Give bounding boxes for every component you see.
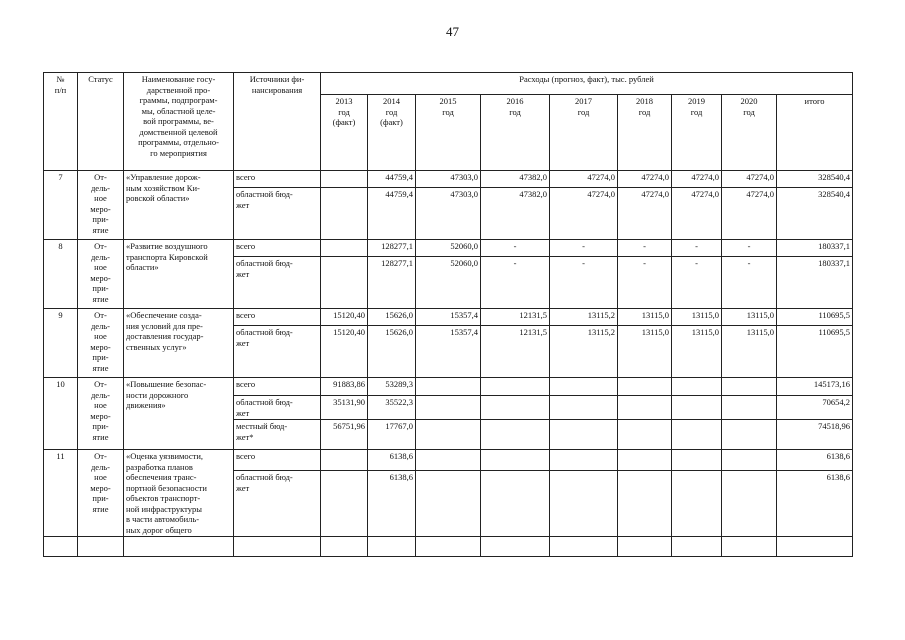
row-value: 47382,0 [481,188,550,240]
header-year: 2017 год [550,95,618,171]
row-value: 128277,1 [368,257,416,309]
row-value [416,378,481,396]
header-year: 2018 год [618,95,672,171]
row-value: 47274,0 [550,188,618,240]
row-value: 47303,0 [416,188,481,240]
row-total: 6138,6 [777,471,853,537]
row-value: 47274,0 [672,171,722,188]
row-total: 74518,96 [777,420,853,450]
row-value: - [481,257,550,309]
row-value [321,171,368,188]
row-value [481,450,550,471]
empty-cell [124,537,234,557]
table-row [44,240,853,257]
header-year: 2020 год [722,95,777,171]
row-total: 70654,2 [777,396,853,420]
row-value: - [672,257,722,309]
empty-cell [78,537,124,557]
row-value: 6138,6 [368,471,416,537]
empty-cell [44,537,78,557]
row-total: 180337,1 [777,240,853,257]
row-total: 6138,6 [777,450,853,471]
header-name: Наименование госу- дарственной про- граммы, подпрограм- мы, областной целе- вой программы, ве- домственной целевой программы, отдельно- го мероприятия [124,73,234,171]
row-value: - [618,257,672,309]
row-value [672,471,722,537]
row-value: 13115,0 [618,309,672,326]
row-value: 128277,1 [368,240,416,257]
row-name: «Оценка уязвимости, разработка планов обеспечения транс- портной безопасности объектов транспорт- ной инфраструктуры в части автомобиль- ных дорог общего [124,450,234,537]
row-status: От- дель- ное меро- при- ятие [78,309,124,378]
row-source: областной бюд- жет [234,188,321,240]
row-source: областной бюд- жет [234,471,321,537]
row-value [672,378,722,396]
row-value [550,420,618,450]
row-value [481,396,550,420]
budget-table [43,72,853,557]
table-row [44,171,853,188]
row-value [416,396,481,420]
row-value [722,378,777,396]
empty-cell [618,537,672,557]
row-value [618,420,672,450]
header-total: итого [777,95,853,171]
row-value [722,471,777,537]
row-value: 12131,5 [481,326,550,378]
table-body [44,171,853,557]
row-value [722,420,777,450]
row-value: 52060,0 [416,257,481,309]
empty-cell [722,537,777,557]
row-number: 10 [44,378,78,450]
row-value: - [481,240,550,257]
row-value: 13115,0 [722,326,777,378]
row-value: 13115,0 [722,309,777,326]
row-status: От- дель- ное меро- при- ятие [78,240,124,309]
header-num: № п/п [44,73,78,171]
page-number: 47 [446,24,459,39]
row-value: 35131,90 [321,396,368,420]
empty-cell [777,537,853,557]
row-value [550,450,618,471]
row-value: - [618,240,672,257]
row-value: 15626,0 [368,309,416,326]
row-value: 13115,2 [550,309,618,326]
row-value: 91883,86 [321,378,368,396]
row-source: всего [234,450,321,471]
table-row-empty [44,537,853,557]
row-number: 7 [44,171,78,240]
row-total: 328540,4 [777,171,853,188]
row-value: 13115,0 [618,326,672,378]
row-value [550,471,618,537]
table-row [44,378,853,396]
row-status: От- дель- ное меро- при- ятие [78,171,124,240]
row-total: 110695,5 [777,309,853,326]
row-value: 56751,96 [321,420,368,450]
header-status: Статус [78,73,124,171]
row-status: От- дель- ное меро- при- ятие [78,378,124,450]
row-value: 44759,4 [368,188,416,240]
row-total: 110695,5 [777,326,853,378]
table-row [44,309,853,326]
row-value [672,396,722,420]
row-value: 47274,0 [722,171,777,188]
row-source: всего [234,309,321,326]
row-value: 44759,4 [368,171,416,188]
empty-cell [672,537,722,557]
row-value [321,188,368,240]
row-value: 47303,0 [416,171,481,188]
row-total: 328540,4 [777,188,853,240]
row-value: 15120,40 [321,326,368,378]
row-name: «Обеспечение созда- ния условий для пре- доставления государ- ственных услуг» [124,309,234,378]
row-value: 13115,2 [550,326,618,378]
row-value: 13115,0 [672,309,722,326]
row-value: 15120,40 [321,309,368,326]
row-value [618,471,672,537]
empty-cell [321,537,368,557]
row-value [618,450,672,471]
row-value [321,471,368,537]
row-value: 47274,0 [550,171,618,188]
row-value [481,420,550,450]
header-year: 2019 год [672,95,722,171]
row-value: - [550,257,618,309]
row-name: «Повышение безопас- ности дорожного движения» [124,378,234,450]
empty-cell [234,537,321,557]
row-value [550,378,618,396]
row-value [416,420,481,450]
row-value: 35522,3 [368,396,416,420]
header-year: 2013 год (факт) [321,95,368,171]
row-value [722,396,777,420]
row-total: 180337,1 [777,257,853,309]
row-value: - [672,240,722,257]
row-value: 47274,0 [722,188,777,240]
row-number: 11 [44,450,78,537]
row-source: всего [234,240,321,257]
empty-cell [416,537,481,557]
header-year: 2014 год (факт) [368,95,416,171]
row-value [321,450,368,471]
row-value [550,396,618,420]
row-source: всего [234,171,321,188]
header-year: 2015 год [416,95,481,171]
row-source: областной бюд- жет [234,326,321,378]
row-value: 15357,4 [416,326,481,378]
empty-cell [550,537,618,557]
row-value: 47382,0 [481,171,550,188]
row-value: 47274,0 [618,188,672,240]
row-value [672,420,722,450]
table-header-row [44,73,853,95]
header-source: Источники фи- нансирования [234,73,321,171]
row-value: 6138,6 [368,450,416,471]
row-value [618,378,672,396]
row-value: 47274,0 [672,188,722,240]
row-source: всего [234,378,321,396]
row-value: 12131,5 [481,309,550,326]
row-source: областной бюд- жет [234,257,321,309]
row-value: - [722,240,777,257]
row-value [481,471,550,537]
row-value: 15357,4 [416,309,481,326]
row-value [416,450,481,471]
row-number: 9 [44,309,78,378]
row-name: «Управление дорож- ным хозяйством Ки- ровской области» [124,171,234,240]
table-row [44,450,853,471]
row-value [618,396,672,420]
row-value [416,471,481,537]
row-value: 47274,0 [618,171,672,188]
row-value [722,450,777,471]
row-name: «Развитие воздушного транспорта Кировской области» [124,240,234,309]
header-expenses: Расходы (прогноз, факт), тыс. рублей [321,73,853,95]
row-value: 13115,0 [672,326,722,378]
header-year: 2016 год [481,95,550,171]
row-value: - [722,257,777,309]
row-value [321,240,368,257]
row-value [321,257,368,309]
row-value: 53289,3 [368,378,416,396]
empty-cell [368,537,416,557]
row-value [481,378,550,396]
row-value [672,450,722,471]
row-total: 145173,16 [777,378,853,396]
row-value: 52060,0 [416,240,481,257]
row-source: областной бюд- жет [234,396,321,420]
empty-cell [481,537,550,557]
row-source: местный бюд- жет* [234,420,321,450]
row-value: 17767,0 [368,420,416,450]
row-value: 15626,0 [368,326,416,378]
row-value: - [550,240,618,257]
row-status: От- дель- ное меро- при- ятие [78,450,124,537]
row-number: 8 [44,240,78,309]
